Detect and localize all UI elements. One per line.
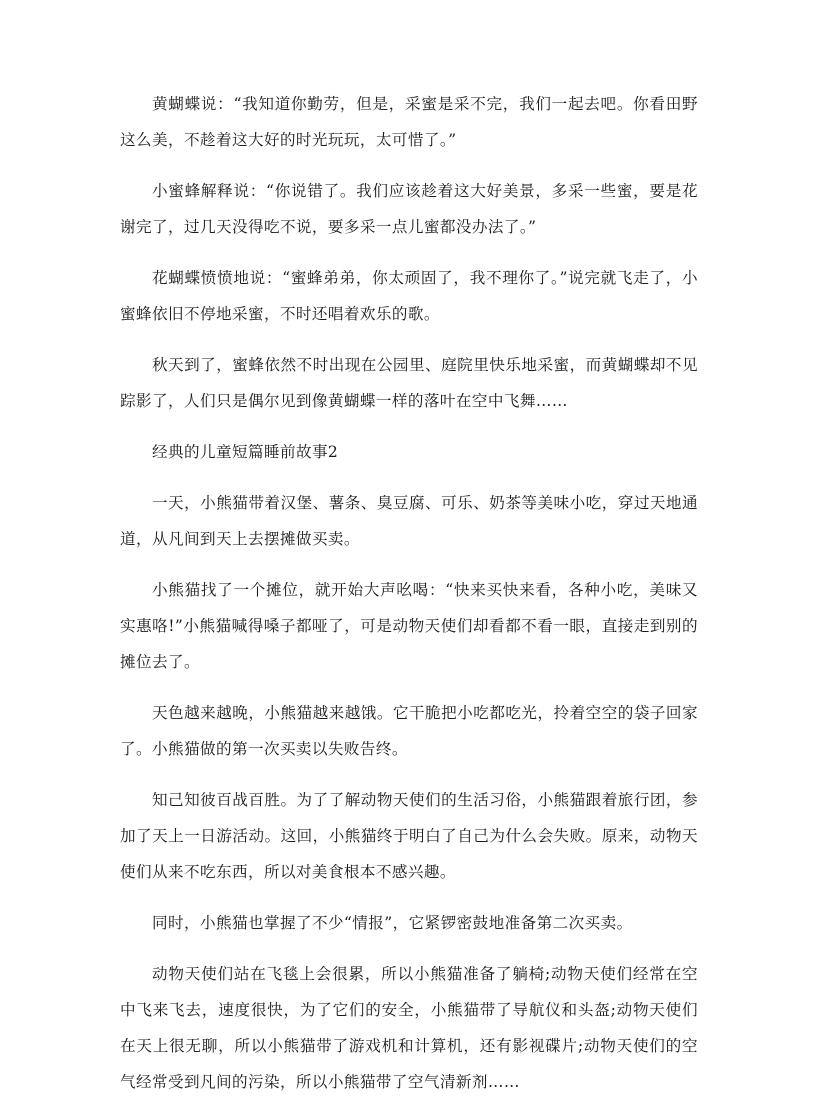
paragraph-bee-explains: 小蜜蜂解释说：“你说错了。我们应该趁着这大好美景，多采一些蜜，要是花谢完了，过几天没得吃不说，要多采一点儿蜜都没办法了。” — [120, 182, 698, 236]
paragraph-butterfly-leaves: 花蝴蝶愤愤地说：“蜜蜂弟弟，你太顽固了，我不理你了。”说完就飞走了，小蜜蜂依旧不停地采蜜，不时还唱着欢乐的歌。 — [120, 269, 698, 323]
paragraph-panda-calls-out: 小熊猫找了一个摊位，就开始大声吆喝：“快来买快来看，各种小吃，美味又实惠咯!”小熊猫喊得嗓子都哑了，可是动物天使们却看都不看一眼，直接走到别的摊位去了。 — [120, 581, 698, 671]
paragraph-first-failure: 天色越来越晚，小熊猫越来越饿。它干脆把小吃都吃光，拎着空空的袋子回家了。小熊猫做的第一次买卖以失败告终。 — [120, 704, 698, 758]
paragraph-butterfly-invite: 黄蝴蝶说：“我知道你勤劳，但是，采蜜是采不完，我们一起去吧。你看田野这么美，不趁着这大好的时光玩玩，太可惜了。” — [120, 95, 698, 149]
paragraph-preparations: 动物天使们站在飞毯上会很累，所以小熊猫准备了躺椅;动物天使们经常在空中飞来飞去，速度很快，为了它们的安全，小熊猫带了导航仪和头盔;动物天使们在天上很无聊，所以小熊猫带了游戏机和计算机，还有影视碟片;动物天使们的空气经常受到凡间的污染，所以小熊猫带了空气清新剂…… — [120, 965, 698, 1091]
story-heading: 经典的儿童短篇睡前故事2 — [152, 443, 339, 461]
paragraph-learning-customs: 知己知彼百战百胜。为了了解动物天使们的生活习俗，小熊猫跟着旅行团，参加了天上一日游活动。这回，小熊猫终于明白了自己为什么会失败。原来，动物天使们从来不吃东西，所以对美食根本不感兴趣。 — [120, 791, 698, 881]
paragraph-panda-sets-out: 一天，小熊猫带着汉堡、薯条、臭豆腐、可乐、奶茶等美味小吃，穿过天地通道，从凡间到天上去摆摊做买卖。 — [120, 494, 698, 548]
document-body — [120, 86, 698, 1115]
paragraph-intelligence: 同时，小熊猫也掌握了不少“情报”，它紧锣密鼓地准备第二次买卖。 — [152, 914, 633, 932]
paragraph-autumn: 秋天到了，蜜蜂依然不时出现在公园里、庭院里快乐地采蜜，而黄蝴蝶却不见踪影了，人们只是偶尔见到像黄蝴蝶一样的落叶在空中飞舞…… — [120, 356, 698, 410]
